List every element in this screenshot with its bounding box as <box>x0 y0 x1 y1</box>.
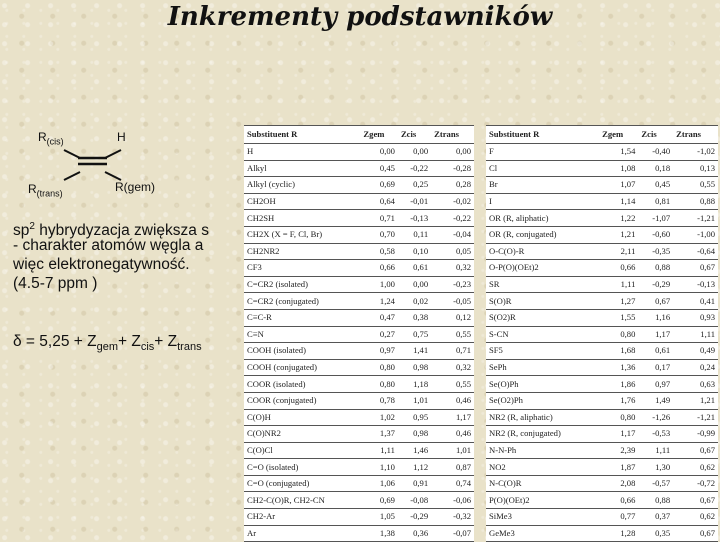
increment-cell: 0,00 <box>398 276 431 293</box>
table-row <box>486 492 718 509</box>
description-line-1: $sp^2$ hybrydyzacja zwiększa s <box>13 221 209 240</box>
substituent-cell: NR2 (R, conjugated) <box>486 426 599 443</box>
increment-cell: 0,80 <box>599 326 638 343</box>
increment-cell: 0,88 <box>638 492 673 509</box>
substituent-cell: CH2-C(O)R, CH2-CN <box>244 492 360 509</box>
table-row <box>486 210 718 227</box>
increment-cell: 0,12 <box>431 309 474 326</box>
increment-cell: 1,17 <box>638 326 673 343</box>
increment-cell: 1,11 <box>360 442 398 459</box>
substituent-cell: SR <box>486 276 599 293</box>
increment-cell: 0,67 <box>673 442 718 459</box>
increment-cell: 1,38 <box>360 525 398 542</box>
increment-cell: 0,27 <box>360 326 398 343</box>
table-row <box>244 144 474 161</box>
description-line-3: więc elektronegatywność. <box>13 256 190 273</box>
table-row <box>244 426 474 443</box>
substituent-cell: C≡N <box>244 326 360 343</box>
substituent-cell: NR2 (R, aliphatic) <box>486 409 599 426</box>
increment-cell: 0,66 <box>599 492 638 509</box>
increment-cell: 0,66 <box>360 260 398 277</box>
increment-cell: 0,98 <box>398 426 431 443</box>
increment-cell: 0,25 <box>398 177 431 194</box>
table-row <box>486 509 718 526</box>
increment-cell: -0,28 <box>431 160 474 177</box>
increment-cell: 1,05 <box>360 509 398 526</box>
table-row <box>244 210 474 227</box>
column-header: Ztrans <box>673 126 718 144</box>
table-row <box>244 409 474 426</box>
increment-cell: 1,68 <box>599 343 638 360</box>
substituent-cell: CH2SH <box>244 210 360 227</box>
increment-cell: 0,88 <box>673 193 718 210</box>
table-row <box>244 177 474 194</box>
table-row <box>244 226 474 243</box>
increment-cell: 1,12 <box>398 459 431 476</box>
increment-cell: 0,46 <box>431 392 474 409</box>
substituent-cell: CH2OH <box>244 193 360 210</box>
increment-cell: 0,18 <box>638 160 673 177</box>
increment-cell: -0,02 <box>431 193 474 210</box>
substituent-cell: H <box>244 144 360 161</box>
table-row <box>486 525 718 542</box>
increment-cell: 0,55 <box>673 177 718 194</box>
increment-cell: -0,64 <box>673 243 718 260</box>
increment-cell: 0,35 <box>638 525 673 542</box>
increment-cell: 1,37 <box>360 426 398 443</box>
increment-cell: 0,78 <box>360 392 398 409</box>
table-row <box>244 160 474 177</box>
table-row <box>244 492 474 509</box>
table-row <box>244 343 474 360</box>
table-row <box>486 475 718 492</box>
increment-cell: 1,07 <box>599 177 638 194</box>
increment-cell: -0,29 <box>398 509 431 526</box>
substituent-cell: C(O)NR2 <box>244 426 360 443</box>
substituent-cell: Cl <box>486 160 599 177</box>
increment-cell: 0,62 <box>673 459 718 476</box>
increment-cell: 0,37 <box>638 509 673 526</box>
substituent-cell: C=O (conjugated) <box>244 475 360 492</box>
substituent-cell: CH2NR2 <box>244 243 360 260</box>
increment-cell: 1,11 <box>638 442 673 459</box>
increment-cell: 0,32 <box>431 260 474 277</box>
increment-cell: 0,77 <box>599 509 638 526</box>
substituent-cell: I <box>486 193 599 210</box>
increment-cell: -0,72 <box>673 475 718 492</box>
increment-cell: -0,29 <box>638 276 673 293</box>
increment-cell: 1,28 <box>599 525 638 542</box>
table-row <box>486 293 718 310</box>
increment-cell: 1,36 <box>599 359 638 376</box>
table-header-row <box>486 126 718 144</box>
shift-formula: $\delta = 5,25 + Z_{gem}+ Z_{cis}+ Z_{trans}$ <box>13 333 202 354</box>
table-row <box>244 309 474 326</box>
substituent-cell: NO2 <box>486 459 599 476</box>
substituent-cell: Se(O)Ph <box>486 376 599 393</box>
substituent-cell: CF3 <box>244 260 360 277</box>
substituent-cell: COOH (isolated) <box>244 343 360 360</box>
increment-cell: 1,54 <box>599 144 638 161</box>
table-row <box>486 243 718 260</box>
r-trans-label: $R_{(trans)}$ <box>28 182 63 199</box>
substituent-cell: S-CN <box>486 326 599 343</box>
table-row <box>486 326 718 343</box>
column-header: Substituent R <box>486 126 599 144</box>
increment-cell: 0,47 <box>360 309 398 326</box>
increment-cell: 1,24 <box>360 293 398 310</box>
increment-cell: 0,71 <box>431 343 474 360</box>
increment-cell: 0,67 <box>673 260 718 277</box>
increment-cell: 0,80 <box>599 409 638 426</box>
increment-cell: 0,28 <box>431 177 474 194</box>
substituent-cell: C=CR2 (isolated) <box>244 276 360 293</box>
increment-cell: 0,95 <box>398 409 431 426</box>
table-row <box>244 376 474 393</box>
table-row <box>486 309 718 326</box>
substituent-cell: S(O2)R <box>486 309 599 326</box>
increment-cell: 1,06 <box>360 475 398 492</box>
column-header: Zcis <box>638 126 673 144</box>
substituent-cell: C=CR2 (conjugated) <box>244 293 360 310</box>
increment-cell: 0,11 <box>398 226 431 243</box>
increment-cell: -0,04 <box>431 226 474 243</box>
increment-cell: -0,35 <box>638 243 673 260</box>
substituent-cell: SF5 <box>486 343 599 360</box>
substituent-cell: Alkyl (cyclic) <box>244 177 360 194</box>
column-header: Zgem <box>599 126 638 144</box>
increment-cell: -1,00 <box>673 226 718 243</box>
substituent-cell: C≡C-R <box>244 309 360 326</box>
increment-cell: -1,07 <box>638 210 673 227</box>
increment-cell: 0,45 <box>638 177 673 194</box>
substituent-cell: SePh <box>486 359 599 376</box>
table-row <box>486 343 718 360</box>
table-header-row <box>244 126 474 144</box>
increment-cell: 1,87 <box>599 459 638 476</box>
table-row <box>244 260 474 277</box>
increment-cell: 1,10 <box>360 459 398 476</box>
increment-cell: 0,80 <box>360 359 398 376</box>
increment-cell: 0,05 <box>431 243 474 260</box>
increment-table-left <box>244 125 474 542</box>
increment-cell: 0,69 <box>360 177 398 194</box>
description-line-2: - charakter atomów węgla a <box>13 237 204 254</box>
increment-cell: 2,39 <box>599 442 638 459</box>
increment-cell: 0,02 <box>398 293 431 310</box>
substituent-cell: C(O)H <box>244 409 360 426</box>
increment-cell: 0,00 <box>360 144 398 161</box>
increment-cell: -1,21 <box>673 210 718 227</box>
increment-cell: -0,22 <box>398 160 431 177</box>
increment-cell: 0,80 <box>360 376 398 393</box>
substituent-cell: CH2X (X = F, Cl, Br) <box>244 226 360 243</box>
increment-cell: 1,21 <box>599 226 638 243</box>
increment-cell: 0,63 <box>673 376 718 393</box>
increment-cell: 0,32 <box>431 359 474 376</box>
increment-cell: 0,91 <box>398 475 431 492</box>
increment-cell: 1,16 <box>638 309 673 326</box>
substituent-cell: SiMe3 <box>486 509 599 526</box>
table-row <box>486 442 718 459</box>
table-row <box>486 392 718 409</box>
increment-cell: 1,46 <box>398 442 431 459</box>
increment-cell: 1,11 <box>599 276 638 293</box>
table-row <box>244 442 474 459</box>
increment-cell: 1,02 <box>360 409 398 426</box>
r-gem-label: R(gem) <box>115 180 156 194</box>
table-row <box>486 160 718 177</box>
table-row <box>486 426 718 443</box>
substituent-cell: P(O)(OEt)2 <box>486 492 599 509</box>
table-row <box>244 459 474 476</box>
table-row <box>486 226 718 243</box>
increment-cell: 0,87 <box>431 459 474 476</box>
increment-cell: -0,40 <box>638 144 673 161</box>
increment-cell: 1,41 <box>398 343 431 360</box>
increment-cell: 1,08 <box>599 160 638 177</box>
increment-cell: -0,13 <box>673 276 718 293</box>
increment-cell: 0,61 <box>398 260 431 277</box>
increment-cell: 0,55 <box>431 376 474 393</box>
table-row <box>486 376 718 393</box>
increment-cell: 2,08 <box>599 475 638 492</box>
description <box>13 217 243 293</box>
increment-cell: -0,07 <box>431 525 474 542</box>
increment-cell: 0,98 <box>398 359 431 376</box>
increment-cell: -0,05 <box>431 293 474 310</box>
substituent-cell: Se(O2)Ph <box>486 392 599 409</box>
increment-cell: -1,26 <box>638 409 673 426</box>
hydrogen-label: H <box>117 130 126 144</box>
increment-cell: 0,13 <box>673 160 718 177</box>
slide-title: Inkrementy podstawników <box>167 2 553 32</box>
column-header: Zgem <box>360 126 398 144</box>
substituent-cell: N-C(O)R <box>486 475 599 492</box>
substituent-cell: Alkyl <box>244 160 360 177</box>
substituent-cell: COOR (conjugated) <box>244 392 360 409</box>
substituent-cell: C(O)Cl <box>244 442 360 459</box>
substituent-cell: O-P(O)(OEt)2 <box>486 260 599 277</box>
increment-cell: 1,27 <box>599 293 638 310</box>
table-row <box>486 144 718 161</box>
increment-cell: 0,67 <box>673 525 718 542</box>
increment-cell: -0,06 <box>431 492 474 509</box>
table-row <box>486 260 718 277</box>
substituent-cell: Br <box>486 177 599 194</box>
increment-cell: 0,62 <box>673 509 718 526</box>
increment-cell: -1,02 <box>673 144 718 161</box>
column-header: Zcis <box>398 126 431 144</box>
substituent-cell: CH2-Ar <box>244 509 360 526</box>
increment-cell: 1,21 <box>673 392 718 409</box>
increment-cell: 2,11 <box>599 243 638 260</box>
increment-cell: 1,49 <box>638 392 673 409</box>
substituent-cell: C=O (isolated) <box>244 459 360 476</box>
increment-cell: -0,99 <box>673 426 718 443</box>
increment-cell: 0,64 <box>360 193 398 210</box>
table-row <box>244 475 474 492</box>
table-row <box>486 359 718 376</box>
substituent-cell: Ar <box>244 525 360 542</box>
increment-cell: 1,76 <box>599 392 638 409</box>
increment-cell: 0,17 <box>638 359 673 376</box>
increment-cell: -0,08 <box>398 492 431 509</box>
increment-cell: 0,10 <box>398 243 431 260</box>
table-row <box>244 392 474 409</box>
increment-cell: 0,55 <box>431 326 474 343</box>
increment-cell: 1,55 <box>599 309 638 326</box>
increment-cell: 0,36 <box>398 525 431 542</box>
increment-cell: 1,00 <box>360 276 398 293</box>
substituent-cell: S(O)R <box>486 293 599 310</box>
increment-cell: 1,30 <box>638 459 673 476</box>
increment-cell: 0,71 <box>360 210 398 227</box>
increment-cell: 0,75 <box>398 326 431 343</box>
increment-cell: -0,57 <box>638 475 673 492</box>
increment-cell: -0,23 <box>431 276 474 293</box>
description-line-4: (4.5-7 ppm ) <box>13 275 98 292</box>
increment-cell: -0,60 <box>638 226 673 243</box>
increment-cell: 0,74 <box>431 475 474 492</box>
increment-cell: 0,46 <box>431 426 474 443</box>
table-row <box>244 326 474 343</box>
table-row <box>244 243 474 260</box>
substituent-cell: GeMe3 <box>486 525 599 542</box>
substituent-cell: OR (R, conjugated) <box>486 226 599 243</box>
increment-cell: 1,17 <box>599 426 638 443</box>
table-row <box>244 509 474 526</box>
increment-cell: 0,24 <box>673 359 718 376</box>
column-header: Substituent R <box>244 126 360 144</box>
table-row <box>244 276 474 293</box>
increment-cell: 0,97 <box>360 343 398 360</box>
table-row <box>244 193 474 210</box>
table-row <box>244 359 474 376</box>
increment-cell: 0,61 <box>638 343 673 360</box>
substituent-cell: F <box>486 144 599 161</box>
table-row <box>244 525 474 542</box>
increment-cell: -0,01 <box>398 193 431 210</box>
increment-cell: 1,01 <box>431 442 474 459</box>
increment-cell: -0,53 <box>638 426 673 443</box>
substituent-cell: OR (R, aliphatic) <box>486 210 599 227</box>
increment-cell: 0,00 <box>431 144 474 161</box>
table-row <box>486 193 718 210</box>
table-row <box>244 293 474 310</box>
increment-cell: 0,58 <box>360 243 398 260</box>
increment-cell: 0,00 <box>398 144 431 161</box>
increment-cell: -0,13 <box>398 210 431 227</box>
increment-cell: 1,14 <box>599 193 638 210</box>
increment-cell: 0,88 <box>638 260 673 277</box>
increment-cell: 0,81 <box>638 193 673 210</box>
increment-cell: 1,01 <box>398 392 431 409</box>
column-header: Ztrans <box>431 126 474 144</box>
increment-cell: 1,17 <box>431 409 474 426</box>
table-row <box>486 276 718 293</box>
increment-cell: -0,22 <box>431 210 474 227</box>
substituent-cell: O-C(O)-R <box>486 243 599 260</box>
increment-cell: 0,97 <box>638 376 673 393</box>
increment-cell: 0,49 <box>673 343 718 360</box>
increment-cell: 0,67 <box>638 293 673 310</box>
increment-cell: 1,18 <box>398 376 431 393</box>
increment-cell: 0,70 <box>360 226 398 243</box>
table-row <box>486 459 718 476</box>
increment-table-right <box>486 125 718 542</box>
table-row <box>486 409 718 426</box>
table-row <box>486 177 718 194</box>
substituent-cell: COOH (conjugated) <box>244 359 360 376</box>
increment-cell: -0,32 <box>431 509 474 526</box>
alkene-structure <box>0 120 200 200</box>
increment-cell: -1,21 <box>673 409 718 426</box>
increment-cell: 1,11 <box>673 326 718 343</box>
increment-cell: 0,41 <box>673 293 718 310</box>
increment-cell: 0,45 <box>360 160 398 177</box>
substituent-cell: COOR (isolated) <box>244 376 360 393</box>
substituent-cell: N-N-Ph <box>486 442 599 459</box>
increment-cell: 0,93 <box>673 309 718 326</box>
r-cis-label: $R_{(cis)}$ <box>38 130 64 147</box>
increment-cell: 1,22 <box>599 210 638 227</box>
increment-cell: 1,86 <box>599 376 638 393</box>
increment-cell: 0,38 <box>398 309 431 326</box>
increment-cell: 0,66 <box>599 260 638 277</box>
increment-cell: 0,67 <box>673 492 718 509</box>
increment-cell: 0,69 <box>360 492 398 509</box>
